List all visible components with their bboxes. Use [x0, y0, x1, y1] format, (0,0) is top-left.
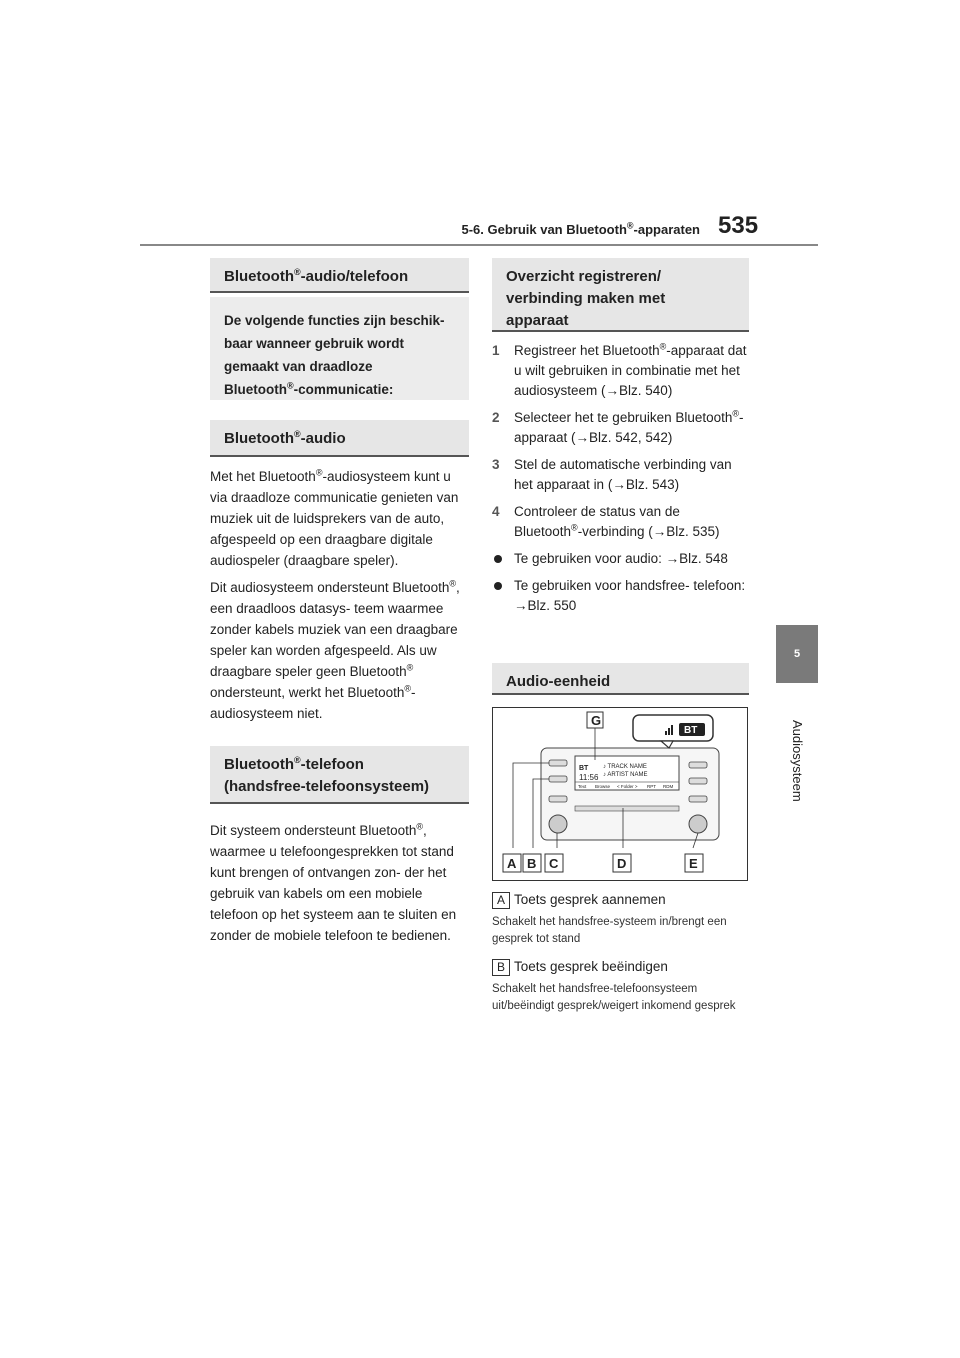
header-rule [140, 244, 818, 246]
section-heading-audio-telefoon: Bluetooth®-audio/telefoon [210, 258, 469, 293]
item-a-desc: Schakelt het handsfree-systeem in/brengt een gesprek tot stand [492, 916, 727, 945]
bt-badge-text: BT [684, 725, 698, 736]
tune-select-knob [689, 815, 707, 833]
chapter-side-title: Audiosysteem [790, 720, 805, 802]
label-c: C [549, 856, 559, 871]
audio-unit-diagram [492, 707, 748, 881]
preset-bar [575, 806, 679, 811]
step-4: 4 Controleer de status van de Bluetooth®-verbinding (→Blz. 535) [492, 504, 720, 539]
bullet-dot-icon [494, 582, 502, 590]
label-g: G [591, 713, 602, 728]
bullet-audio: Te gebruiken voor audio: →Blz. 548 [492, 549, 748, 569]
key-label-b: B [492, 959, 510, 976]
display-tab-0: Text [578, 784, 587, 789]
call-button-shape [549, 760, 567, 766]
chapter-tab: 5 [776, 625, 818, 683]
display-tab-1: Browse [595, 784, 611, 789]
display-tab-2: < Folder > [617, 784, 638, 789]
audio-button-shape [689, 796, 707, 802]
track-button-shape [689, 778, 707, 784]
label-d: D [617, 856, 627, 871]
item-a [492, 890, 748, 948]
step-1: 1 Registreer het Bluetooth®-apparaat dat u wilt gebruiken in combinatie met het audiosysteem (→Blz. 540) [492, 341, 747, 398]
display-track: ♪ TRACK NAME [603, 764, 647, 770]
audio-paragraphs [210, 466, 468, 730]
key-label-a: A [492, 892, 510, 909]
display-tab-3: RPT [647, 784, 656, 789]
seek-button-shape [689, 762, 707, 768]
label-e: E [689, 856, 698, 871]
step-2: 2 Selecteer het te gebruiken Bluetooth®-apparaat (→Blz. 542, 542) [492, 408, 744, 445]
section-heading-audio-eenheid: Audio-eenheid [492, 663, 749, 695]
section-heading-audio: Bluetooth®-audio [210, 420, 469, 457]
item-b-title: Toets gesprek beëindigen [514, 959, 668, 974]
step-3: 3 Stel de automatische verbinding van het apparaat in (→Blz. 543) [492, 457, 732, 492]
audio-unit-svg [493, 708, 747, 880]
section-heading-overzicht: Overzicht registreren/ verbinding maken met apparaat [492, 258, 749, 332]
steps-list [492, 341, 748, 623]
label-b: B [527, 856, 537, 871]
intro-box: De volgende functies zijn beschik- baar wanneer gebruik wordt gemaakt van draadloze Bluetooth®-communicatie: [210, 297, 469, 400]
end-call-button-shape [549, 776, 567, 782]
audio-paragraph-2: Dit audiosysteem ondersteunt Bluetooth®, een draadloos datasys- teem waarmee zonder kabels muziek van een draagbare speler kan worden afgespeeld. Als uw draagbare speler geen Bluetooth® ondersteunt, werkt het Bluetooth®-audiosysteem niet. [210, 578, 460, 721]
page-number: 535 [718, 212, 759, 239]
bullet-dot-icon [494, 555, 502, 563]
power-volume-knob [549, 815, 567, 833]
display-time: 11:56 [579, 773, 599, 782]
mute-button-shape [549, 796, 567, 802]
label-a: A [507, 856, 517, 871]
item-b-desc: Schakelt het handsfree-telefoonsysteem uit/beëindigt gesprek/weigert inkomend gesprek [492, 983, 736, 1012]
item-b [492, 957, 748, 1015]
display-bt-text: BT [579, 765, 589, 772]
audio-paragraph-1: Met het Bluetooth®-audiosysteem kunt u via draadloze communicatie genieten van muziek uit de luidsprekers van de auto, afgespeeld op een draagbare digitale audiospeler (draagbare speler). [210, 467, 459, 568]
section-heading-telefoon: Bluetooth®-telefoon (handsfree-telefoonsysteem) [210, 746, 469, 804]
telefoon-paragraph: Dit systeem ondersteunt Bluetooth®, waarmee u telefoongesprekken tot stand kunt brengen of ontvangen zon- der het gebruik van kabels om een mobiele telefoon op het systeem aan te sluiten en zonder de mobiele telefoon te bedienen. [210, 821, 457, 943]
item-a-title: Toets gesprek aannemen [514, 892, 666, 907]
display-artist: ♪ ARTIST NAME [603, 772, 648, 778]
display-tab-4: RDM [663, 784, 674, 789]
callout-pointer [661, 741, 673, 748]
chapter-section-title: 5-6. Gebruik van Bluetooth®-apparaten [461, 220, 700, 237]
bullet-handsfree: Te gebruiken voor handsfree- telefoon: →Blz. 550 [492, 576, 748, 616]
